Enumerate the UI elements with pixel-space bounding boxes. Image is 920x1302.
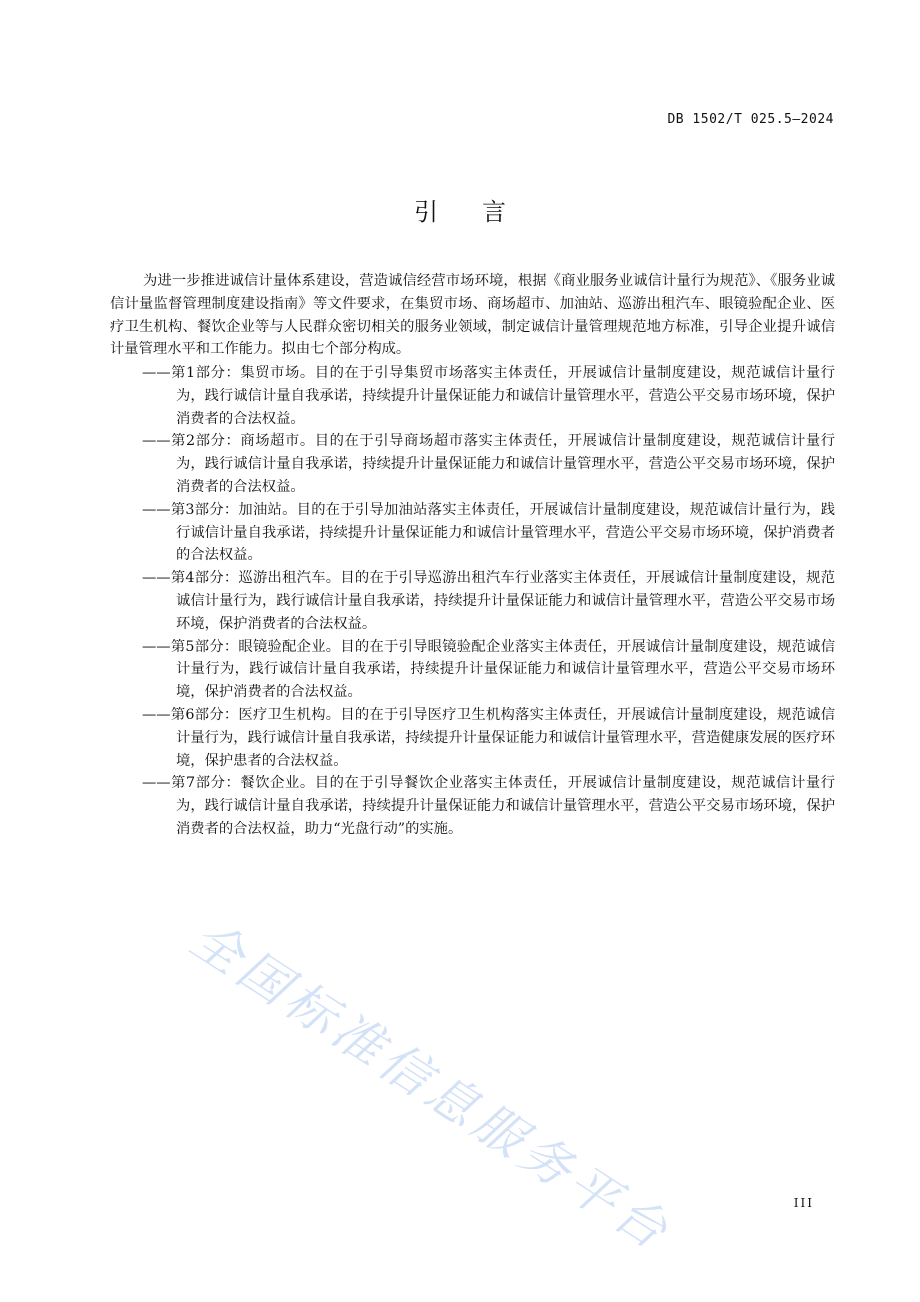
standard-code: DB 1502/T 025.5—2024: [667, 112, 834, 127]
parts-list: [142, 362, 835, 841]
page-number: III: [793, 1196, 814, 1210]
page-title: 引言: [414, 198, 550, 226]
intro-paragraph: 为进一步推进诚信计量体系建设，营造诚信经营市场环境，根据《商业服务业诚信计量行为规范》、《服务业诚信计量监督管理制度建设指南》等文件要求，在集贸市场、商场超市、加油站、巡游出租汽车、眼镜验配企业、医疗卫生机构、餐饮企业等与人民群众密切相关的服务业领域，制定诚信计量管理规范地方标准，引导企业提升诚信计量管理水平和工作能力。拟由七个部分构成。: [110, 273, 835, 358]
part-5-item: ——第5部分：眼镜验配企业。目的在于引导眼镜验配企业落实主体责任，开展诚信计量制度建设，规范诚信计量行为，践行诚信计量自我承诺，持续提升计量保证能力和诚信计量管理水平，营造公平交易市场环境，保护消费者的合法权益。: [142, 638, 835, 701]
part-3-item: ——第3部分：加油站。目的在于引导加油站落实主体责任，开展诚信计量制度建设，规范诚信计量行为，践行诚信计量自我承诺，持续提升计量保证能力和诚信计量管理水平，营造公平交易市场环境，保护消费者的合法权益。: [142, 501, 835, 564]
part-6-item: ——第6部分：医疗卫生机构。目的在于引导医疗卫生机构落实主体责任，开展诚信计量制度建设，规范诚信计量行为，践行诚信计量自我承诺，持续提升计量保证能力和诚信计量管理水平，营造健康发展的医疗环境，保护患者的合法权益。: [142, 706, 835, 769]
part-4-item: ——第4部分：巡游出租汽车。目的在于引导巡游出租汽车行业落实主体责任，开展诚信计量制度建设，规范诚信计量行为，践行诚信计量自我承诺，持续提升计量保证能力和诚信计量管理水平，营造公平交易市场环境，保护消费者的合法权益。: [142, 570, 835, 632]
watermark: 全国标准信息服务平台: [180, 909, 682, 1263]
part-7-item: ——第7部分：餐饮企业。目的在于引导餐饮企业落实主体责任，开展诚信计量制度建设，规范诚信计量行为，践行诚信计量自我承诺，持续提升计量保证能力和诚信计量管理水平，营造公平交易市场环境，保护消费者的合法权益，助力“光盘行动”的实施。: [142, 775, 835, 837]
part-2-item: ——第2部分：商场超市。目的在于引导商场超市落实主体责任，开展诚信计量制度建设，规范诚信计量行为，践行诚信计量自我承诺，持续提升计量保证能力和诚信计量管理水平，营造公平交易市场环境，保护消费者的合法权益。: [142, 433, 835, 495]
part-1-item: ——第1部分：集贸市场。目的在于引导集贸市场落实主体责任，开展诚信计量制度建设，规范诚信计量行为，践行诚信计量自我承诺，持续提升计量保证能力和诚信计量管理水平，营造公平交易市场环境，保护消费者的合法权益。: [142, 365, 835, 427]
